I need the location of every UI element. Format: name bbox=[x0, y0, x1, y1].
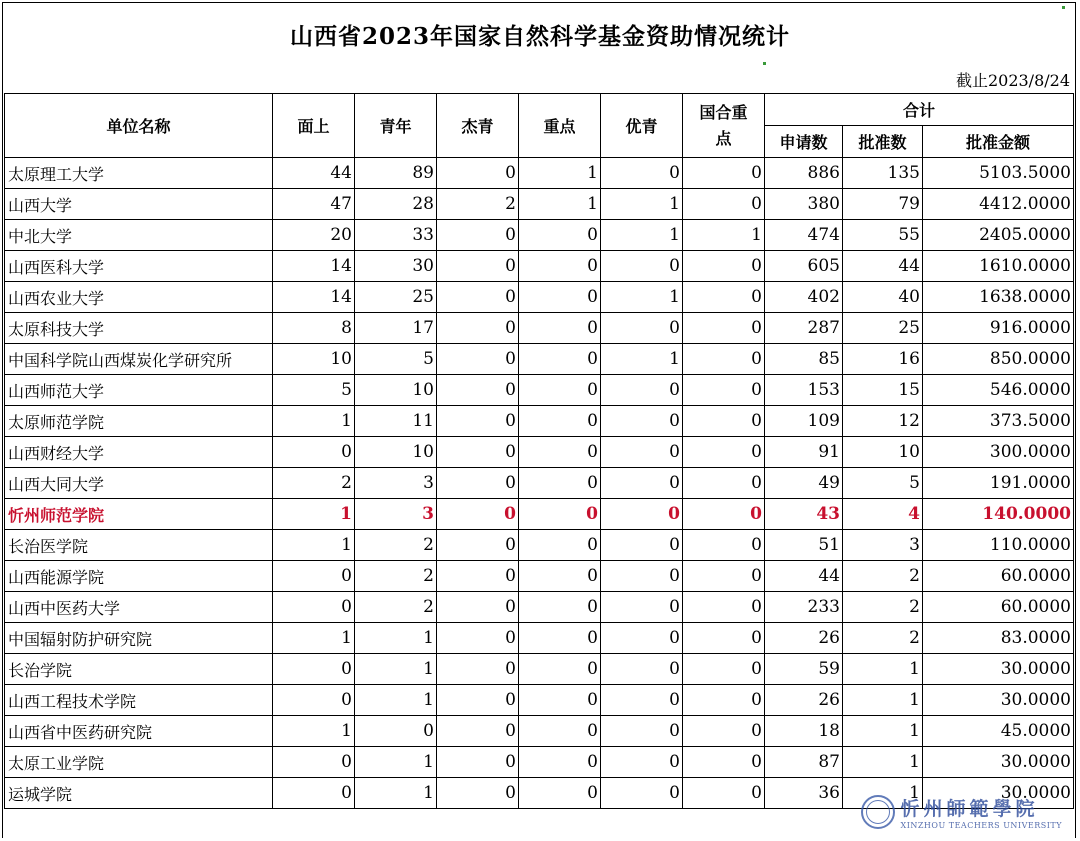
value-cell: 49 bbox=[765, 468, 843, 499]
value-cell: 17 bbox=[355, 313, 437, 344]
value-cell: 25 bbox=[843, 313, 923, 344]
value-cell: 30 bbox=[355, 251, 437, 282]
header-guohe: 国合重点 bbox=[683, 94, 765, 158]
value-cell: 0 bbox=[601, 654, 683, 685]
value-cell: 43 bbox=[765, 499, 843, 530]
value-cell: 59 bbox=[765, 654, 843, 685]
value-cell: 0 bbox=[437, 344, 519, 375]
unit-name-cell: 太原师范学院 bbox=[5, 406, 273, 437]
value-cell: 0 bbox=[437, 313, 519, 344]
value-cell: 1 bbox=[843, 747, 923, 778]
value-cell: 0 bbox=[519, 437, 601, 468]
value-cell: 0 bbox=[519, 623, 601, 654]
value-cell: 0 bbox=[519, 499, 601, 530]
value-cell: 0 bbox=[519, 654, 601, 685]
value-cell: 36 bbox=[765, 778, 843, 809]
value-cell: 0 bbox=[601, 468, 683, 499]
value-cell: 0 bbox=[519, 344, 601, 375]
value-cell: 0 bbox=[601, 158, 683, 189]
table-row bbox=[5, 623, 1074, 654]
value-cell: 1638.0000 bbox=[923, 282, 1074, 313]
value-cell: 3 bbox=[355, 499, 437, 530]
value-cell: 233 bbox=[765, 592, 843, 623]
value-cell: 79 bbox=[843, 189, 923, 220]
value-cell: 0 bbox=[519, 375, 601, 406]
value-cell: 0 bbox=[437, 778, 519, 809]
value-cell: 1610.0000 bbox=[923, 251, 1074, 282]
value-cell: 850.0000 bbox=[923, 344, 1074, 375]
value-cell: 0 bbox=[273, 561, 355, 592]
value-cell: 0 bbox=[437, 468, 519, 499]
unit-name-cell: 山西大同大学 bbox=[5, 468, 273, 499]
value-cell: 18 bbox=[765, 716, 843, 747]
value-cell: 0 bbox=[519, 251, 601, 282]
cell-marker bbox=[763, 62, 766, 65]
value-cell: 44 bbox=[273, 158, 355, 189]
value-cell: 12 bbox=[843, 406, 923, 437]
value-cell: 30.0000 bbox=[923, 654, 1074, 685]
value-cell: 51 bbox=[765, 530, 843, 561]
value-cell: 0 bbox=[519, 220, 601, 251]
value-cell: 135 bbox=[843, 158, 923, 189]
value-cell: 2 bbox=[843, 561, 923, 592]
value-cell: 0 bbox=[273, 654, 355, 685]
value-cell: 10 bbox=[355, 437, 437, 468]
page-title: 山西省2023年国家自然科学基金资助情况统计 bbox=[289, 23, 790, 50]
value-cell: 10 bbox=[273, 344, 355, 375]
value-cell: 60.0000 bbox=[923, 592, 1074, 623]
value-cell: 0 bbox=[601, 716, 683, 747]
value-cell: 0 bbox=[437, 623, 519, 654]
value-cell: 0 bbox=[519, 282, 601, 313]
value-cell: 1 bbox=[601, 220, 683, 251]
value-cell: 0 bbox=[273, 747, 355, 778]
value-cell: 0 bbox=[683, 499, 765, 530]
header-youqing: 优青 bbox=[601, 94, 683, 158]
value-cell: 89 bbox=[355, 158, 437, 189]
table-row bbox=[5, 747, 1074, 778]
unit-name-cell: 忻州师范学院 bbox=[5, 499, 273, 530]
value-cell: 0 bbox=[601, 251, 683, 282]
table-row bbox=[5, 716, 1074, 747]
value-cell: 0 bbox=[437, 251, 519, 282]
value-cell: 4412.0000 bbox=[923, 189, 1074, 220]
value-cell: 474 bbox=[765, 220, 843, 251]
value-cell: 3 bbox=[843, 530, 923, 561]
value-cell: 605 bbox=[765, 251, 843, 282]
value-cell: 1 bbox=[273, 716, 355, 747]
funding-table bbox=[4, 93, 1074, 809]
value-cell: 0 bbox=[437, 561, 519, 592]
value-cell: 28 bbox=[355, 189, 437, 220]
value-cell: 0 bbox=[683, 778, 765, 809]
value-cell: 0 bbox=[601, 685, 683, 716]
value-cell: 26 bbox=[765, 623, 843, 654]
value-cell: 0 bbox=[683, 468, 765, 499]
value-cell: 0 bbox=[519, 561, 601, 592]
header-shenqing: 申请数 bbox=[765, 126, 843, 158]
value-cell: 0 bbox=[683, 685, 765, 716]
value-cell: 886 bbox=[765, 158, 843, 189]
value-cell: 0 bbox=[601, 561, 683, 592]
value-cell: 0 bbox=[683, 189, 765, 220]
value-cell: 1 bbox=[355, 623, 437, 654]
unit-name-cell: 山西师范大学 bbox=[5, 375, 273, 406]
value-cell: 1 bbox=[683, 220, 765, 251]
table-row bbox=[5, 654, 1074, 685]
value-cell: 0 bbox=[437, 685, 519, 716]
value-cell: 0 bbox=[683, 251, 765, 282]
value-cell: 0 bbox=[437, 654, 519, 685]
table-row bbox=[5, 685, 1074, 716]
header-zhongdian: 重点 bbox=[519, 94, 601, 158]
value-cell: 0 bbox=[355, 716, 437, 747]
table-row bbox=[5, 251, 1074, 282]
value-cell: 0 bbox=[519, 778, 601, 809]
table-row bbox=[5, 220, 1074, 251]
value-cell: 1 bbox=[843, 685, 923, 716]
value-cell: 0 bbox=[437, 406, 519, 437]
table-row bbox=[5, 530, 1074, 561]
value-cell: 0 bbox=[437, 220, 519, 251]
university-logo bbox=[861, 794, 1062, 830]
value-cell: 402 bbox=[765, 282, 843, 313]
value-cell: 30.0000 bbox=[923, 778, 1074, 809]
value-cell: 0 bbox=[437, 375, 519, 406]
value-cell: 300.0000 bbox=[923, 437, 1074, 468]
value-cell: 85 bbox=[765, 344, 843, 375]
value-cell: 0 bbox=[519, 406, 601, 437]
value-cell: 44 bbox=[843, 251, 923, 282]
logo-english: XINZHOU TEACHERS UNIVERSITY bbox=[900, 821, 1062, 830]
value-cell: 45.0000 bbox=[923, 716, 1074, 747]
value-cell: 0 bbox=[601, 437, 683, 468]
value-cell: 5 bbox=[843, 468, 923, 499]
table-row bbox=[5, 499, 1074, 530]
value-cell: 1 bbox=[601, 344, 683, 375]
unit-name-cell: 中国科学院山西煤炭化学研究所 bbox=[5, 344, 273, 375]
value-cell: 10 bbox=[843, 437, 923, 468]
value-cell: 1 bbox=[601, 282, 683, 313]
header-jine: 批准金额 bbox=[923, 126, 1074, 158]
value-cell: 140.0000 bbox=[923, 499, 1074, 530]
value-cell: 2 bbox=[843, 623, 923, 654]
value-cell: 91 bbox=[765, 437, 843, 468]
value-cell: 2 bbox=[273, 468, 355, 499]
table-row bbox=[5, 189, 1074, 220]
value-cell: 33 bbox=[355, 220, 437, 251]
value-cell: 191.0000 bbox=[923, 468, 1074, 499]
unit-name-cell: 山西农业大学 bbox=[5, 282, 273, 313]
value-cell: 4 bbox=[843, 499, 923, 530]
value-cell: 30.0000 bbox=[923, 685, 1074, 716]
value-cell: 14 bbox=[273, 251, 355, 282]
value-cell: 0 bbox=[273, 437, 355, 468]
value-cell: 0 bbox=[683, 313, 765, 344]
value-cell: 2 bbox=[843, 592, 923, 623]
table-row bbox=[5, 344, 1074, 375]
value-cell: 0 bbox=[683, 530, 765, 561]
unit-name-cell: 山西医科大学 bbox=[5, 251, 273, 282]
university-seal-icon bbox=[861, 795, 895, 829]
value-cell: 40 bbox=[843, 282, 923, 313]
unit-name-cell: 太原科技大学 bbox=[5, 313, 273, 344]
value-cell: 0 bbox=[273, 685, 355, 716]
value-cell: 1 bbox=[355, 747, 437, 778]
header-qingnian: 青年 bbox=[355, 94, 437, 158]
value-cell: 0 bbox=[601, 778, 683, 809]
value-cell: 0 bbox=[437, 158, 519, 189]
logo-chinese: 忻州師範學院 bbox=[900, 798, 1039, 820]
value-cell: 0 bbox=[683, 375, 765, 406]
value-cell: 1 bbox=[273, 530, 355, 561]
value-cell: 0 bbox=[683, 592, 765, 623]
value-cell: 11 bbox=[355, 406, 437, 437]
table-row bbox=[5, 406, 1074, 437]
value-cell: 1 bbox=[519, 158, 601, 189]
value-cell: 0 bbox=[601, 747, 683, 778]
value-cell: 0 bbox=[601, 530, 683, 561]
value-cell: 0 bbox=[683, 437, 765, 468]
value-cell: 0 bbox=[601, 406, 683, 437]
unit-name-cell: 长治医学院 bbox=[5, 530, 273, 561]
header-pizhun: 批准数 bbox=[843, 126, 923, 158]
unit-name-cell: 太原工业学院 bbox=[5, 747, 273, 778]
value-cell: 26 bbox=[765, 685, 843, 716]
value-cell: 0 bbox=[519, 685, 601, 716]
value-cell: 0 bbox=[601, 592, 683, 623]
value-cell: 25 bbox=[355, 282, 437, 313]
unit-name-cell: 山西省中医药研究院 bbox=[5, 716, 273, 747]
value-cell: 20 bbox=[273, 220, 355, 251]
value-cell: 30.0000 bbox=[923, 747, 1074, 778]
value-cell: 0 bbox=[437, 592, 519, 623]
value-cell: 83.0000 bbox=[923, 623, 1074, 654]
value-cell: 110.0000 bbox=[923, 530, 1074, 561]
value-cell: 0 bbox=[683, 561, 765, 592]
unit-name-cell: 运城学院 bbox=[5, 778, 273, 809]
value-cell: 1 bbox=[843, 654, 923, 685]
value-cell: 5 bbox=[273, 375, 355, 406]
value-cell: 47 bbox=[273, 189, 355, 220]
unit-name-cell: 中国辐射防护研究院 bbox=[5, 623, 273, 654]
value-cell: 0 bbox=[601, 623, 683, 654]
value-cell: 0 bbox=[437, 499, 519, 530]
table-row bbox=[5, 282, 1074, 313]
value-cell: 0 bbox=[519, 592, 601, 623]
value-cell: 87 bbox=[765, 747, 843, 778]
value-cell: 153 bbox=[765, 375, 843, 406]
header-jieqing: 杰青 bbox=[437, 94, 519, 158]
table-row bbox=[5, 375, 1074, 406]
value-cell: 0 bbox=[437, 716, 519, 747]
unit-name-cell: 山西工程技术学院 bbox=[5, 685, 273, 716]
unit-name-cell: 中北大学 bbox=[5, 220, 273, 251]
value-cell: 10 bbox=[355, 375, 437, 406]
unit-name-cell: 太原理工大学 bbox=[5, 158, 273, 189]
value-cell: 0 bbox=[683, 282, 765, 313]
value-cell: 1 bbox=[273, 623, 355, 654]
value-cell: 15 bbox=[843, 375, 923, 406]
value-cell: 5 bbox=[355, 344, 437, 375]
value-cell: 2 bbox=[355, 561, 437, 592]
unit-name-cell: 长治学院 bbox=[5, 654, 273, 685]
value-cell: 0 bbox=[601, 313, 683, 344]
header-unit: 单位名称 bbox=[5, 94, 273, 158]
value-cell: 55 bbox=[843, 220, 923, 251]
header-heji: 合计 bbox=[765, 94, 1074, 126]
value-cell: 0 bbox=[683, 158, 765, 189]
value-cell: 2405.0000 bbox=[923, 220, 1074, 251]
table-row bbox=[5, 437, 1074, 468]
value-cell: 0 bbox=[601, 375, 683, 406]
value-cell: 0 bbox=[683, 716, 765, 747]
cell-marker bbox=[1062, 6, 1065, 9]
value-cell: 2 bbox=[355, 530, 437, 561]
value-cell: 3 bbox=[355, 468, 437, 499]
value-cell: 1 bbox=[273, 406, 355, 437]
value-cell: 0 bbox=[519, 716, 601, 747]
value-cell: 380 bbox=[765, 189, 843, 220]
value-cell: 0 bbox=[519, 468, 601, 499]
value-cell: 8 bbox=[273, 313, 355, 344]
value-cell: 60.0000 bbox=[923, 561, 1074, 592]
value-cell: 373.5000 bbox=[923, 406, 1074, 437]
unit-name-cell: 山西财经大学 bbox=[5, 437, 273, 468]
value-cell: 0 bbox=[273, 592, 355, 623]
table-row bbox=[5, 468, 1074, 499]
value-cell: 546.0000 bbox=[923, 375, 1074, 406]
value-cell: 2 bbox=[355, 592, 437, 623]
value-cell: 5103.5000 bbox=[923, 158, 1074, 189]
table-body bbox=[5, 158, 1074, 809]
value-cell: 0 bbox=[683, 747, 765, 778]
value-cell: 0 bbox=[519, 313, 601, 344]
value-cell: 14 bbox=[273, 282, 355, 313]
value-cell: 1 bbox=[273, 499, 355, 530]
value-cell: 0 bbox=[437, 530, 519, 561]
value-cell: 1 bbox=[843, 716, 923, 747]
value-cell: 916.0000 bbox=[923, 313, 1074, 344]
table-row bbox=[5, 313, 1074, 344]
unit-name-cell: 山西大学 bbox=[5, 189, 273, 220]
value-cell: 109 bbox=[765, 406, 843, 437]
value-cell: 0 bbox=[519, 747, 601, 778]
value-cell: 44 bbox=[765, 561, 843, 592]
value-cell: 0 bbox=[683, 654, 765, 685]
value-cell: 1 bbox=[355, 654, 437, 685]
value-cell: 2 bbox=[437, 189, 519, 220]
table-row bbox=[5, 561, 1074, 592]
cutoff-date: 截止2023/8/24 bbox=[955, 71, 1070, 90]
value-cell: 0 bbox=[437, 437, 519, 468]
value-cell: 0 bbox=[437, 747, 519, 778]
value-cell: 287 bbox=[765, 313, 843, 344]
table-row bbox=[5, 592, 1074, 623]
value-cell: 1 bbox=[519, 189, 601, 220]
value-cell: 0 bbox=[273, 778, 355, 809]
value-cell: 16 bbox=[843, 344, 923, 375]
value-cell: 1 bbox=[843, 778, 923, 809]
header-mianshang: 面上 bbox=[273, 94, 355, 158]
value-cell: 0 bbox=[601, 499, 683, 530]
value-cell: 0 bbox=[683, 623, 765, 654]
unit-name-cell: 山西能源学院 bbox=[5, 561, 273, 592]
value-cell: 1 bbox=[355, 778, 437, 809]
value-cell: 0 bbox=[437, 282, 519, 313]
value-cell: 0 bbox=[683, 344, 765, 375]
value-cell: 0 bbox=[519, 530, 601, 561]
value-cell: 1 bbox=[601, 189, 683, 220]
value-cell: 0 bbox=[683, 406, 765, 437]
table-row bbox=[5, 158, 1074, 189]
unit-name-cell: 山西中医药大学 bbox=[5, 592, 273, 623]
value-cell: 1 bbox=[355, 685, 437, 716]
